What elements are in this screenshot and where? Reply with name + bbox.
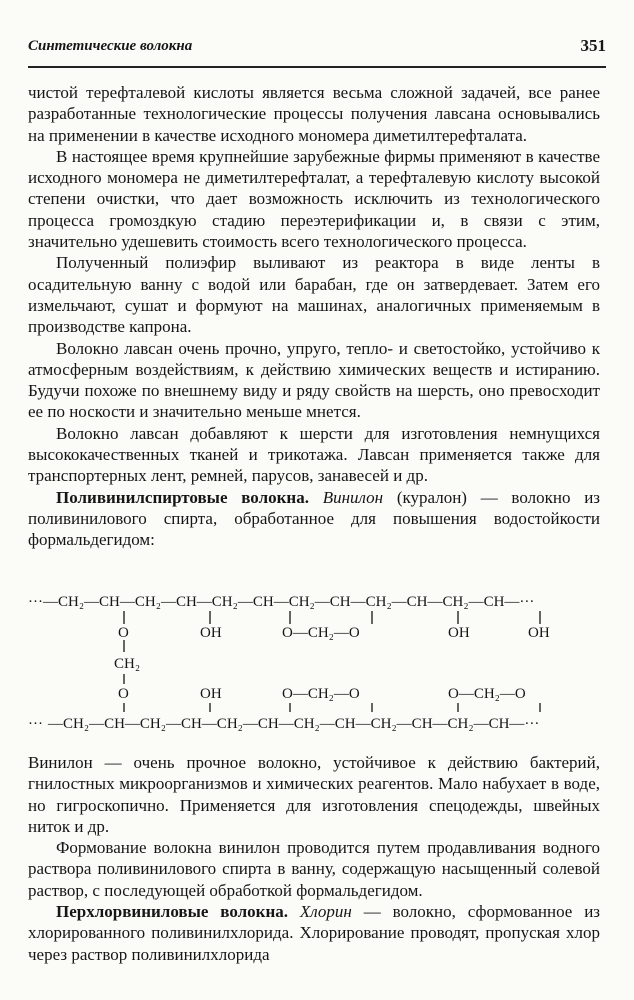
formula-oh: OH	[200, 686, 222, 702]
paragraph: Полученный полиэфир выливают из реактора в виде ленты в осадительную ванну с водой или барабан, где он затвердевает. Затем его измельчают, сушат и формуют на машинах, аналогичных применяемым в производстве капрона.	[28, 253, 600, 337]
formula-bridge: O—CH₂—O	[282, 686, 360, 702]
page-number: 351	[580, 36, 606, 55]
formula-bridge: O—CH₂—O	[448, 686, 526, 702]
formula-svg	[28, 584, 608, 744]
text-block-top	[28, 82, 600, 551]
formula-bottom-chain: —CH₂—CH—CH₂—CH—CH₂—CH—CH₂—CH—CH₂—CH—CH₂—CH—···	[48, 716, 540, 732]
section-heading: Поливинилспиртовые волокна.	[56, 487, 309, 507]
paragraph: В настоящее время крупнейшие зарубежные фирмы применяют в качестве исходного мономера не диметилтерефталат, а терефталевую кислоту высокой степени очистки, что дает возможность исключить из технологического процесса громоздкую стадию переэтерификации и, в связи с этим, значительно удешевить стоимость всего технологического процесса.	[28, 146, 600, 252]
formula-oh: OH	[528, 625, 550, 641]
formula-oh: OH	[448, 625, 470, 641]
paragraph: чистой терефталевой кислоты является весьма сложной задачей, все ранее разработанные технологические процессы получения лавсана основывались на применении в качестве исходного мономера диметилтерефталата.	[28, 83, 600, 145]
formula-oh: OH	[200, 625, 222, 641]
formula-top-chain: ···—CH₂—CH—CH₂—CH—CH₂—CH—CH₂—CH—CH₂—CH—CH₂—CH—···	[28, 594, 535, 610]
section-heading: Перхлорвиниловые волокна.	[56, 902, 288, 922]
paragraph: Формование волокна винилон проводится путем продавливания водного раствора поливинилового спирта в ванну, содержащую насыщенный солевой раствор, с последующей обработкой формальдегидом.	[28, 838, 600, 900]
text-block-bottom	[28, 752, 600, 965]
paragraph: Волокно лавсан очень прочно, упруго, тепло- и светостойко, устойчиво к атмосферным воздействиям, к действию химических веществ и истиранию. Будучи похоже по внешнему виду и ряду свойств на шерсть, оно превосходит ее по носкости и значительно меньше мнется.	[28, 338, 600, 422]
header-rule	[28, 66, 606, 68]
paragraph: Волокно лавсан добавляют к шерсти для изготовления немнущихся высококачественных тканей и трикотажа. Лавсан применяется также для транспортерных лент, ремней, парусов, занавесей и др.	[28, 423, 600, 486]
page-header	[28, 36, 606, 64]
paragraph: Винилон — очень прочное волокно, устойчивое к действию бактерий, гнилостных микроорганизмов и химических реагентов. Мало набухает в воде, но гигроскопично. Применяется для изготовления спецодежды, швейных ниток и др.	[28, 753, 600, 836]
vinylon-structural-formula	[28, 584, 608, 744]
running-title: Синтетические волокна	[28, 38, 193, 54]
formula-dots: ···	[28, 716, 43, 732]
formula-o: O	[118, 625, 129, 641]
section-vinylon	[28, 487, 600, 551]
formula-ch2: CH₂	[114, 656, 141, 672]
section-term: Винилон	[322, 487, 384, 507]
section-chlorin	[28, 901, 600, 965]
section-text: (куралон) — волокно из поливинилового спирта, обработанное для повышения водостойкости формальдегидом:	[28, 487, 601, 550]
formula-o: O	[118, 686, 129, 702]
formula-bridge: O—CH₂—O	[282, 625, 360, 641]
section-term: Хлорин	[299, 902, 352, 922]
section-text: — волокно, сформованное из хлорированного поливинилхлорида. Хлорирование проводят, пропуская хлор через раствор поливинилхлорида	[28, 902, 601, 964]
